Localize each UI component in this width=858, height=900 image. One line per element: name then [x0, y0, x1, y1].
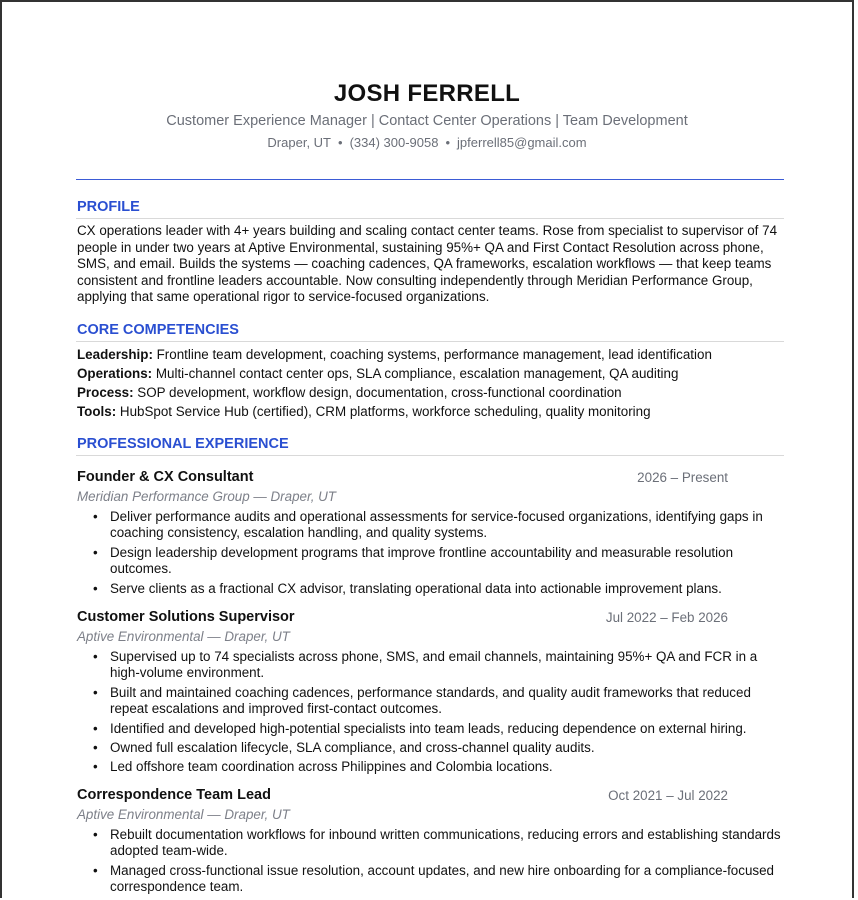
bullet-text: Rebuilt documentation workflows for inbound written communications, reducing errors and establishing standards adopted team-wide. [110, 827, 781, 859]
contact-email[interactable]: jpferrell85@gmail.com [457, 135, 587, 150]
bullet-icon: • [93, 580, 98, 596]
competency-label: Leadership: [77, 347, 153, 362]
job-organization: Aptive Environmental — Draper, UT [77, 629, 290, 644]
bullet-text: Identified and developed high-potential specialists into team leads, reducing dependence on external hiring. [110, 720, 747, 736]
list-item [93, 545, 783, 578]
section-divider [76, 341, 784, 342]
bullet-icon: • [93, 827, 98, 842]
bullet-text: Deliver performance audits and operational assessments for service-focused organizations, identifying gaps in coaching consistency, escalation handling, and quality systems. [110, 509, 763, 541]
competency-row [77, 345, 782, 364]
competency-text: SOP development, workflow design, documentation, cross-functional coordination [133, 385, 622, 400]
profile-summary: CX operations leader with 4+ years building and scaling contact center teams. Rose from specialist to supervisor of 74 people in under two years at Aptive Environmental, sustaining 95%+ QA and First Contact Resolution across phone, SMS, and email. Builds the systems — coaching cadences, QA frameworks, escalation workflows — that keep teams consistent and frontline leaders accountable. Now consulting independently through Meridian Performance Group, applying that same operational rigor to service-focused organizations. [77, 223, 778, 304]
competency-text: HubSpot Service Hub (certified), CRM platforms, workforce scheduling, quality monitoring [116, 404, 651, 419]
job-dates: Jul 2022 – Feb 2026 [605, 610, 728, 625]
contact-line [2, 135, 852, 150]
list-item [93, 759, 783, 775]
headline-tagline: Customer Experience Manager | Contact Center Operations | Team Development [166, 113, 688, 129]
section-title-competencies: CORE COMPETENCIES [77, 322, 239, 338]
bullet-text: Built and maintained coaching cadences, performance standards, and quality audit frameworks that reduced repeat escalations and improved first-contact outcomes. [110, 684, 751, 717]
job-organization: Meridian Performance Group — Draper, UT [77, 489, 336, 504]
candidate-name: JOSH FERRELL [333, 80, 521, 107]
bullet-icon: • [93, 509, 98, 524]
contact-separator: • [338, 135, 343, 150]
competency-row [77, 383, 782, 402]
job-title: Correspondence Team Lead [77, 787, 271, 803]
list-item [93, 649, 783, 682]
section-divider [76, 455, 784, 456]
contact-separator: • [445, 135, 451, 150]
list-item [93, 509, 783, 542]
bullet-text: Serve clients as a fractional CX advisor, translating operational data into actionable improvement plans. [110, 580, 722, 596]
section-title-experience: PROFESSIONAL EXPERIENCE [77, 436, 289, 452]
list-item [93, 827, 783, 860]
bullet-text: Led offshore team coordination across Philippines and Colombia locations. [110, 759, 553, 775]
job-dates: Oct 2021 – Jul 2022 [608, 788, 728, 803]
bullet-icon: • [93, 862, 98, 878]
job-title: Customer Solutions Supervisor [77, 609, 295, 625]
job-bullets [93, 649, 783, 779]
competency-text: Frontline team development, coaching systems, performance management, lead identification [152, 347, 712, 362]
job-organization: Aptive Environmental — Draper, UT [77, 807, 290, 822]
contact-phone: (334) 300-9058 [349, 135, 439, 150]
bullet-text: Owned full escalation lifecycle, SLA compliance, and cross-channel quality audits. [110, 740, 595, 756]
competencies-list [77, 345, 782, 421]
list-item [93, 863, 783, 896]
contact-location: Draper, UT [267, 135, 331, 150]
list-item [93, 740, 783, 756]
list-item [93, 581, 783, 597]
job-title: Founder & CX Consultant [77, 469, 254, 485]
bullet-icon: • [93, 684, 98, 700]
bullet-icon: • [93, 740, 98, 756]
competency-row [77, 402, 782, 421]
competency-label: Operations: [77, 366, 153, 381]
bullet-icon: • [93, 544, 98, 560]
job-bullets [93, 509, 783, 600]
list-item [93, 685, 783, 718]
section-divider [76, 218, 784, 219]
bullet-text: Design leadership development programs that improve frontline accountability and measurable resolution outcomes. [110, 544, 734, 577]
bullet-icon: • [93, 649, 98, 664]
bullet-icon: • [93, 720, 98, 736]
competency-label: Process: [77, 385, 134, 400]
job-bullets [93, 827, 783, 898]
bullet-text: Supervised up to 74 specialists across phone, SMS, and email channels, maintaining 95%+ QA and FCR in a high-volume environment. [110, 649, 758, 681]
header-divider [76, 179, 784, 180]
competency-label: Tools: [77, 404, 117, 419]
bullet-icon: • [93, 759, 98, 775]
competency-row [77, 364, 782, 383]
section-title-profile: PROFILE [77, 199, 140, 215]
competency-text: Multi-channel contact center ops, SLA compliance, escalation management, QA auditing [152, 366, 679, 381]
bullet-text: Managed cross-functional issue resolution, account updates, and new hire onboarding for a compliance-focused correspondence team. [110, 862, 774, 895]
list-item [93, 721, 783, 737]
job-dates: 2026 – Present [637, 470, 728, 485]
